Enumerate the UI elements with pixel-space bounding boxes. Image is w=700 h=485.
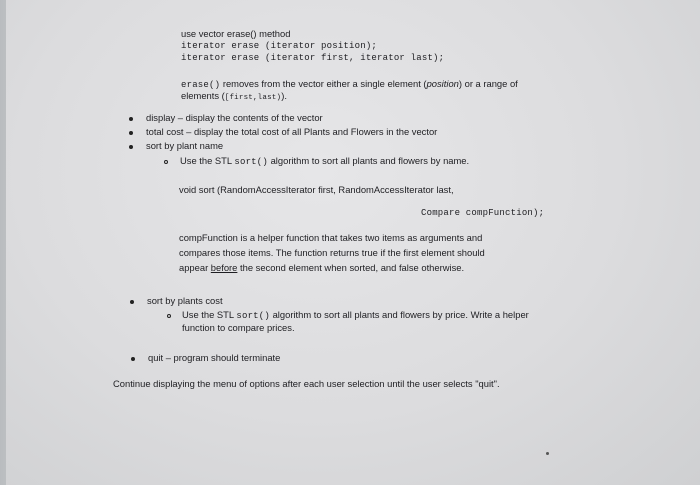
comp-line3-end: the second element when sorted, and false otherwise.: [237, 262, 465, 273]
continue-instruction: Continue displaying the menu of options after each user selection until the user selects "quit".: [113, 378, 500, 389]
comp-function-line-2: compares those items. The function returns true if the first element should: [179, 247, 485, 258]
sort-cost-post: algorithm to sort all plants and flowers by price. Write a helper: [269, 309, 529, 320]
speck: [546, 452, 549, 455]
comp-function-line-1: compFunction is a helper function that takes two items as arguments and: [179, 232, 483, 243]
erase-desc-text-1: removes from the vector either a single element (: [220, 78, 427, 89]
comp-line3-before: before: [210, 262, 238, 273]
erase-code: erase(): [181, 80, 221, 90]
erase-desc-line2-start: elements (: [181, 90, 225, 101]
bullet-sort-by-cost: sort by plants cost: [147, 295, 223, 306]
erase-desc-text-2: ) or a range of: [458, 78, 518, 89]
erase-desc-position: position: [426, 78, 459, 89]
sort-signature-line-1: void sort (RandomAccessIterator first, RandomAccessIterator last,: [179, 184, 454, 195]
sort-cost-code: sort(): [236, 311, 270, 321]
bullet-icon: [129, 145, 133, 149]
sort-cost-instruction-line-2: function to compare prices.: [182, 322, 295, 333]
comp-line3-start: appear: [179, 262, 211, 273]
sort-name-pre: Use the STL: [180, 155, 235, 166]
sub-bullet-icon: [167, 314, 171, 318]
bullet-icon: [129, 131, 133, 135]
sub-bullet-icon: [164, 160, 168, 164]
bullet-icon: [131, 357, 135, 361]
erase-description-line-2: [181, 89, 287, 105]
bullet-icon: [130, 300, 134, 304]
erase-desc-line2-end: ).: [281, 90, 287, 101]
erase-heading: use vector erase() method: [181, 28, 291, 39]
erase-signature-2: iterator erase (iterator first, iterator last);: [181, 53, 445, 63]
erase-desc-range: [first,last): [224, 94, 282, 102]
sort-cost-pre: Use the STL: [182, 309, 237, 320]
bullet-display: display – display the contents of the vector: [146, 112, 323, 123]
bullet-quit: quit – program should terminate: [148, 352, 281, 363]
sort-name-post: algorithm to sort all plants and flowers by name.: [267, 155, 470, 166]
bullet-total-cost: total cost – display the total cost of all Plants and Flowers in the vector: [146, 126, 438, 137]
erase-signature-1: iterator erase (iterator position);: [181, 41, 378, 51]
comp-function-line-3: [179, 261, 464, 274]
bullet-icon: [129, 117, 133, 121]
sort-name-instruction: [180, 154, 469, 169]
bullet-sort-by-name: sort by plant name: [146, 140, 224, 151]
sort-signature-line-2: Compare compFunction);: [421, 208, 545, 218]
sort-name-code: sort(): [234, 157, 268, 167]
